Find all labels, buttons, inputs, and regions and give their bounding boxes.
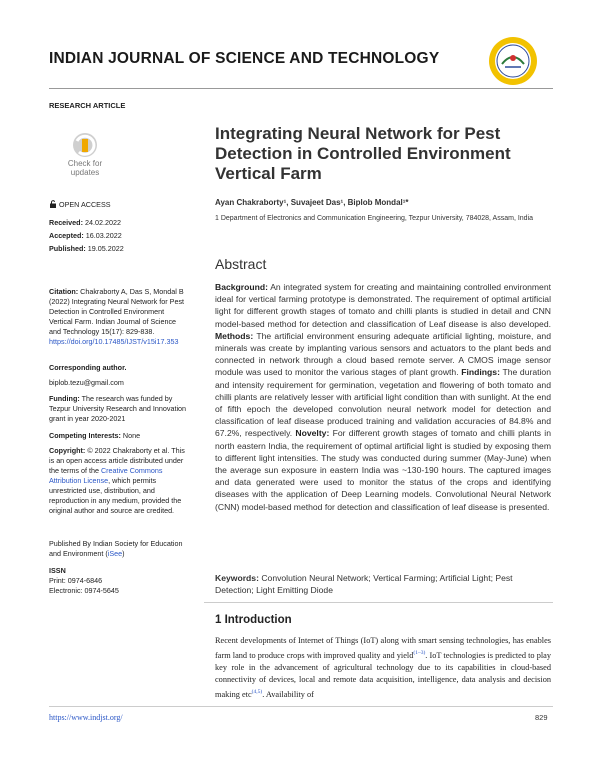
- citation: Citation: Chakraborty A, Das S, Mondal B (2022) Integrating Neural Network for Pest Detection in Controlled Environment Vertical Farm. Indian Journal of Science and Technology 15(17): 829-838. https://doi.org/10.17485/IJST/v15i17.353: [49, 287, 185, 346]
- copyright: Copyright: © 2022 Chakraborty et al. This is an open access article distributed under the terms of the Creative Commons Attribution License, which permits unrestricted use, distribution, and reproduction in any medium, provided the original author and source are credited.: [49, 446, 185, 515]
- authors: Ayan Chakraborty¹, Suvajeet Das¹, Biplob Mondal¹*: [215, 198, 409, 207]
- competing-interests: Competing Interests: None: [49, 431, 141, 440]
- doi-link[interactable]: https://doi.org/10.17485/IJST/v15i17.353: [49, 337, 179, 346]
- citation-ref[interactable]: (1–3): [413, 650, 426, 656]
- affiliation: 1 Department of Electronics and Communication Engineering, Tezpur University, 784028, Assam, India: [215, 215, 534, 222]
- footer-divider: [49, 706, 553, 707]
- corresponding-author: Corresponding author.: [49, 363, 127, 372]
- article-type: RESEARCH ARTICLE: [49, 101, 126, 110]
- intro-body: Recent developments of Internet of Things (IoT) along with smart sensing technologies, has enables farm land to produce crops with improved quality and yield$^{(1-3)}$. IoT technologies is predicted to play key role in the advancement of agricultural technology due to its capabilities in cloud-based connectivity of devices, local and remote data acquisition, intelligence, data analysis and decision making etc$^{(4,5)}$. Availability of: [215, 636, 551, 699]
- open-access: OPEN ACCESS: [49, 200, 189, 210]
- header-divider: [49, 88, 553, 89]
- intro-heading: 1 Introduction: [215, 614, 292, 626]
- issn: ISSN Print: 0974-6846 Electronic: 0974-5645: [49, 566, 119, 595]
- funding: Funding: The research was funded by Tezpur University Research and Innovation grant in year 2020-2021: [49, 394, 187, 423]
- license-link[interactable]: Creative Commons Attribution License: [49, 466, 163, 485]
- keywords-divider: [204, 602, 553, 603]
- citation-ref[interactable]: (4,5): [251, 688, 263, 695]
- footer-url-link[interactable]: https://www.indjst.org/: [49, 713, 123, 722]
- publication-dates: Received: 24.02.2022 Accepted: 16.03.2022 Published: 19.05.2022: [49, 218, 124, 253]
- abstract-body: Background: An integrated system for creating and maintaining controlled environment ideal for vertical farming prototype is demonstrated. The requirement of optimal artificial light for different growth stages of tomato and chilli plants is studied in detail and CNN model-based method for detection and classification of Leaf disease is also developed. Methods: The artificial environment ensuring adequate artificial lighting, moisture, and minerals was create by implanting various sensors and actuators to the plant beds and connected in network through a cloud based remote server. A CMOS image sensor module was used to monitor the various stages of plant growth. Findings: The duration and intensity requirement for germination, vegetation and flowering of both tomato and chilli plants are relatively lesser with artificial light condition than with sunlight. At the end of fifth epoch the developed convolution neural network model for detection and classification of leaf disease produced training and validation accuracies of 84.8% and 67.2%, respectively. Novelty: For different growth stages of tomato and chilli plants in north eastern India, the requirement of optimal artificial light is studied by exposing them to different light intensities. The study was conducted during summer (May-June) when the average sun exposure in eastern India was ~130-190 hours. The captured images and data generated were used to monitor the status of the crops and identifying diseases with the application of Deep Learning models. Convolutional Neural Network (CNN) model-based method for detection and classification of leaf disease is presented.: [215, 282, 551, 512]
- publisher: Published By Indian Society for Education and Environment (iSee): [49, 539, 183, 558]
- page-number: 829: [535, 713, 548, 722]
- isee-link[interactable]: iSee: [107, 549, 123, 558]
- check-for-updates-label[interactable]: Check for updates: [67, 159, 103, 177]
- corresponding-email[interactable]: biplob.tezu@gmail.com: [49, 378, 124, 387]
- paper-title: Integrating Neural Network for Pest Detection in Controlled Environment Vertical Farm: [215, 124, 511, 183]
- keywords: Keywords: Convolution Neural Network; Vertical Farming; Artificial Light; Pest Detection; Light Emitting Diode: [215, 573, 513, 596]
- journal-seal-icon: [488, 36, 538, 86]
- abstract-heading: Abstract: [215, 256, 267, 272]
- open-lock-icon: [49, 200, 57, 208]
- journal-title: INDIAN JOURNAL OF SCIENCE AND TECHNOLOGY: [49, 50, 440, 67]
